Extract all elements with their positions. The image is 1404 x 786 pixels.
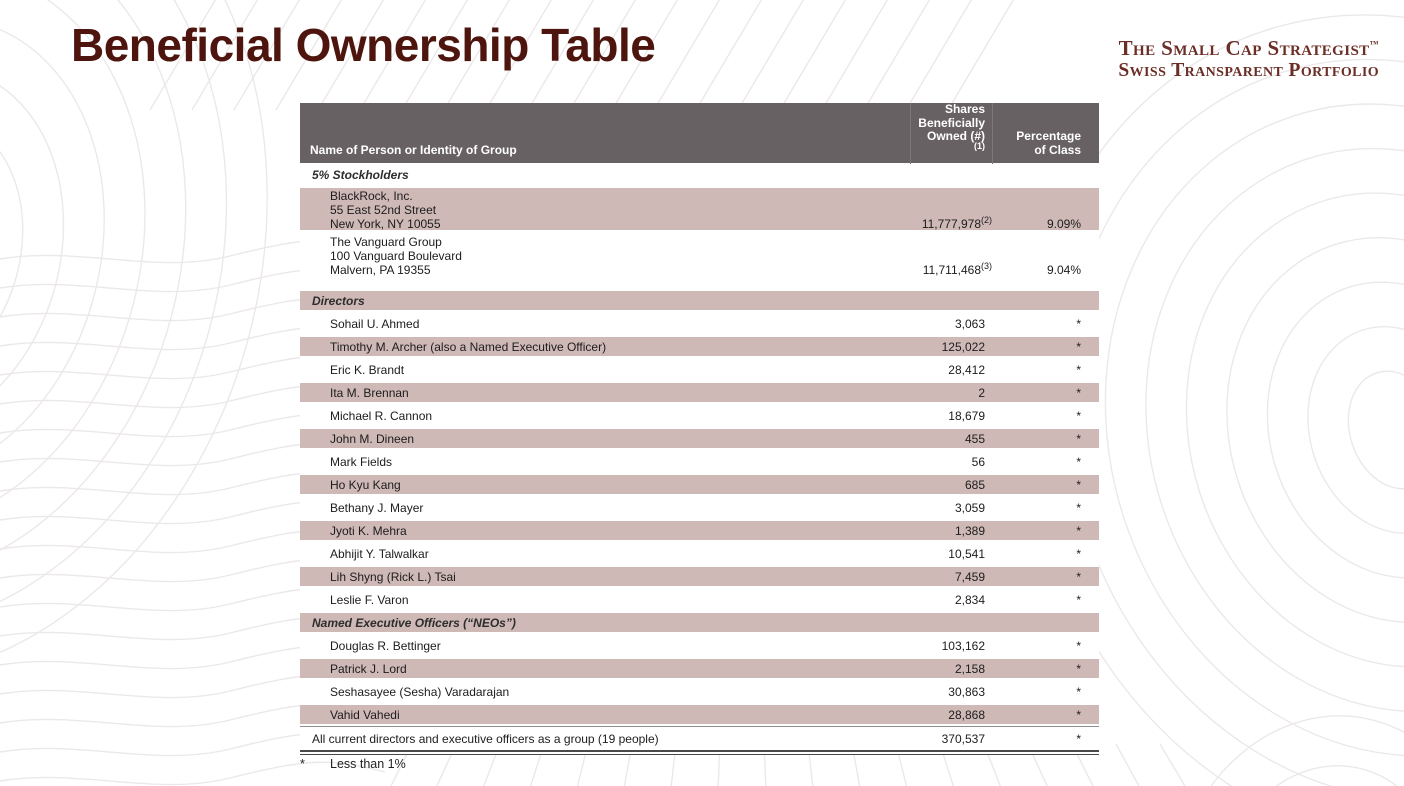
- row-shares-value: 2,834: [954, 592, 985, 607]
- row-name: Vahid Vahedi: [330, 707, 400, 722]
- column-header-shares: Shares Beneficially Owned (#) $^{(1)}$: [910, 103, 992, 164]
- row-percentage-value: *: [1076, 707, 1081, 722]
- row-name: All current directors and executive officers as a group (19 people): [312, 731, 659, 746]
- row-percentage-value: *: [1076, 454, 1081, 469]
- row-name-line: The Vanguard Group: [330, 235, 442, 249]
- table-row: [300, 496, 1099, 519]
- row-percentage-value: *: [1076, 408, 1081, 423]
- table-row: [300, 232, 1099, 289]
- row-name: Sohail U. Ahmed: [330, 316, 420, 331]
- footnote: [300, 757, 406, 771]
- beneficial-ownership-table: [300, 103, 1099, 755]
- row-name: Seshasayee (Sesha) Varadarajan: [330, 684, 510, 699]
- row-shares-value: 18,679: [948, 408, 985, 423]
- row-name: Timothy M. Archer (also a Named Executive Officer): [330, 339, 607, 354]
- row-shares-value: 2: [978, 385, 985, 400]
- row-percentage-value: *: [1076, 546, 1081, 561]
- table-row: [300, 726, 1099, 750]
- table-row: [300, 404, 1099, 427]
- row-shares-value: 685: [964, 477, 985, 492]
- table-row: [300, 565, 1099, 588]
- table-section-row: [300, 611, 1099, 634]
- row-shares-value: 125,022: [941, 339, 985, 354]
- column-header-name: Name of Person or Identity of Group: [310, 143, 517, 157]
- row-percentage-value: *: [1076, 684, 1081, 699]
- table-row: [300, 588, 1099, 611]
- row-percentage-value: *: [1076, 477, 1081, 492]
- footnote-symbol: *: [300, 757, 305, 771]
- row-shares-value: 3,063: [954, 316, 985, 331]
- table-row: [300, 473, 1099, 496]
- row-name: Mark Fields: [330, 454, 393, 469]
- footnote-ref: (3): [981, 261, 992, 271]
- table-row: [300, 335, 1099, 358]
- row-percentage-value: *: [1076, 569, 1081, 584]
- section-label: Named Executive Officers (“NEOs”): [312, 615, 516, 630]
- row-shares-value: 11,777,978$^{(2)}$: [921, 215, 992, 231]
- row-shares-value: 11,711,468$^{(3)}$: [922, 261, 992, 277]
- table-row: [300, 657, 1099, 680]
- row-name-line: Malvern, PA 19355: [330, 263, 431, 277]
- table-row: [300, 186, 1099, 232]
- table-row: [300, 680, 1099, 703]
- trademark-symbol: ™: [1369, 39, 1379, 49]
- row-percentage-value: *: [1076, 661, 1081, 676]
- row-shares-value: 28,412: [948, 362, 985, 377]
- footnote-text: Less than 1%: [330, 757, 406, 771]
- row-shares-value: 30,863: [948, 684, 985, 699]
- table-bottom-double-rule: [300, 750, 1099, 755]
- row-percentage-value: *: [1076, 731, 1081, 746]
- table-row: [300, 312, 1099, 335]
- row-percentage-value: 9.09%: [1046, 217, 1081, 231]
- row-percentage-value: *: [1076, 385, 1081, 400]
- row-shares-value: 7,459: [954, 569, 985, 584]
- row-shares-value: 2,158: [954, 661, 985, 676]
- brand-logo: [1118, 33, 1379, 82]
- page-title: Beneficial Ownership Table: [71, 19, 656, 71]
- row-name: Bethany J. Mayer: [330, 500, 424, 515]
- row-name-line: 55 East 52nd Street: [330, 203, 437, 217]
- row-name: [300, 186, 910, 231]
- row-percentage-value: *: [1076, 592, 1081, 607]
- row-name: Leslie F. Varon: [330, 592, 409, 607]
- row-name: Eric K. Brandt: [330, 362, 405, 377]
- row-name-line: 100 Vanguard Boulevard: [330, 249, 462, 263]
- brand-line-1: The Small Cap Strategist™: [1118, 36, 1379, 60]
- row-percentage-value: *: [1076, 339, 1081, 354]
- footnote-ref-1: (1): [974, 140, 985, 151]
- row-percentage-value: *: [1076, 431, 1081, 446]
- row-name: John M. Dineen: [330, 431, 415, 446]
- table-body: [300, 163, 1099, 750]
- table-section-row: [300, 163, 1099, 186]
- section-label: Directors: [312, 293, 365, 308]
- table-row: [300, 450, 1099, 473]
- row-percentage-value: *: [1076, 523, 1081, 538]
- table-row: [300, 634, 1099, 657]
- table-row: [300, 381, 1099, 404]
- row-name: Ho Kyu Kang: [330, 477, 401, 492]
- table-row: [300, 703, 1099, 726]
- row-name: [300, 232, 910, 277]
- table-section-row: [300, 289, 1099, 312]
- table-row: [300, 427, 1099, 450]
- row-name: Lih Shyng (Rick L.) Tsai: [330, 569, 456, 584]
- row-shares-value: 56: [971, 454, 985, 469]
- table-row: [300, 519, 1099, 542]
- row-percentage-value: *: [1076, 316, 1081, 331]
- row-name: Douglas R. Bettinger: [330, 638, 441, 653]
- row-name-line: New York, NY 10055: [330, 217, 441, 231]
- row-percentage-value: *: [1076, 638, 1081, 653]
- row-name: Abhijit Y. Talwalkar: [330, 546, 429, 561]
- table-row: [300, 542, 1099, 565]
- section-label: 5% Stockholders: [312, 167, 409, 182]
- table-header-row: [300, 103, 1099, 163]
- row-shares-value: 28,868: [948, 707, 985, 722]
- column-header-percentage: Percentage of Class: [992, 103, 1099, 164]
- brand-line-2: Swiss Transparent Portfolio: [1118, 60, 1379, 81]
- row-name-line: BlackRock, Inc.: [330, 189, 413, 203]
- row-name: Ita M. Brennan: [330, 385, 409, 400]
- row-shares-value: 1,389: [954, 523, 985, 538]
- row-name: Michael R. Cannon: [330, 408, 433, 423]
- row-shares-value: 455: [964, 431, 985, 446]
- row-name: Patrick J. Lord: [330, 661, 407, 676]
- row-percentage-value: 9.04%: [1046, 263, 1081, 277]
- row-percentage-value: *: [1076, 500, 1081, 515]
- row-shares-value: 103,162: [941, 638, 985, 653]
- row-shares-value: 370,537: [941, 731, 985, 746]
- table-row: [300, 358, 1099, 381]
- row-shares-value: 10,541: [948, 546, 985, 561]
- row-name: Jyoti K. Mehra: [330, 523, 407, 538]
- row-shares-value: 3,059: [954, 500, 985, 515]
- row-percentage-value: *: [1076, 362, 1081, 377]
- footnote-ref: (2): [981, 215, 992, 225]
